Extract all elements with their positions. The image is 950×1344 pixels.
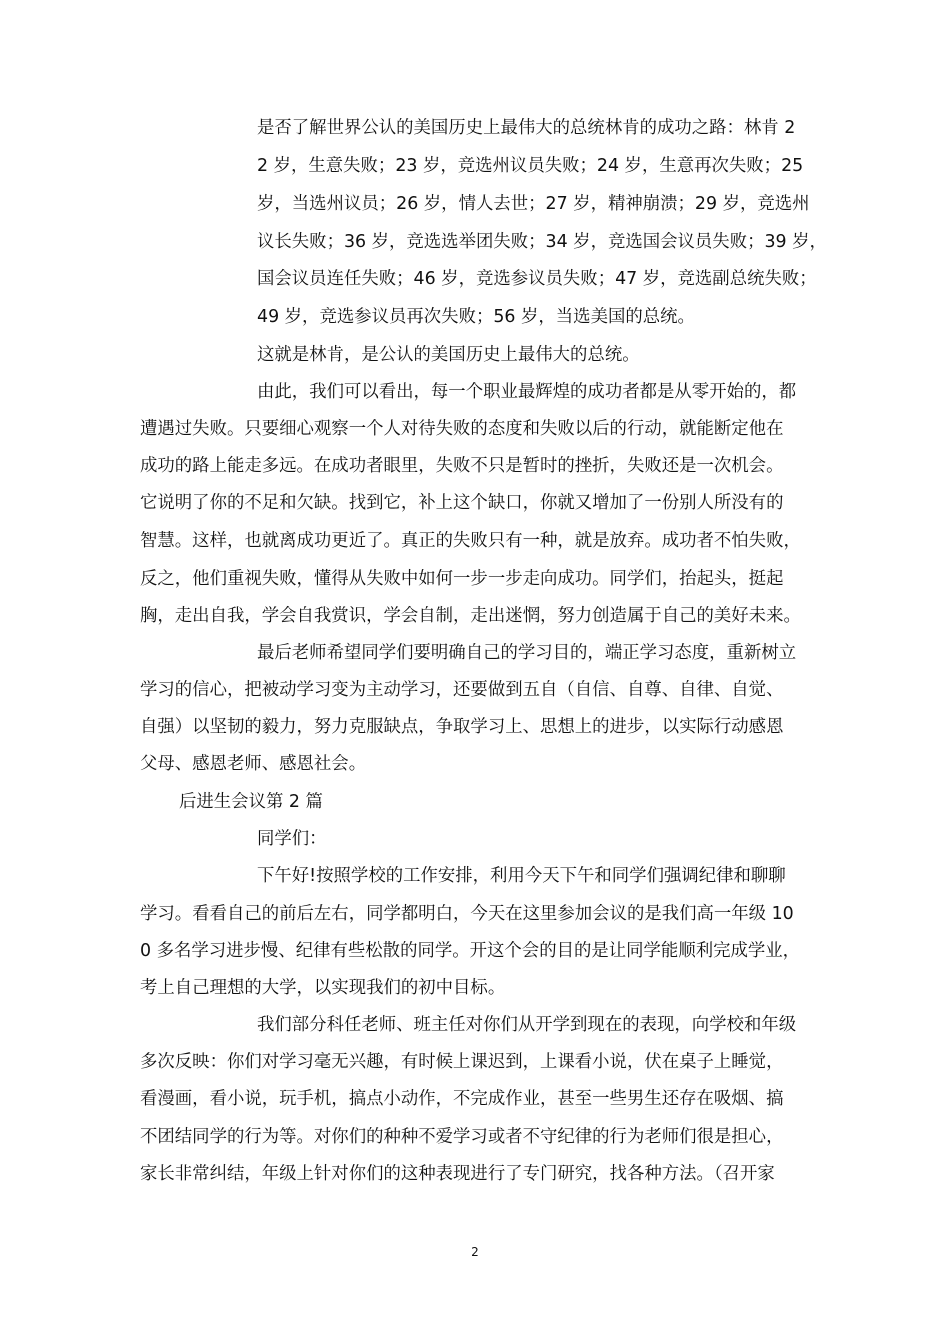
text-line: 胸，走出自我，学会自我赏识，学会自制，走出迷惘，努力创造属于自己的美好未来。 [140,606,801,626]
text-line: 2 岁，生意失败；23 岁，竞选州议员失败；24 岁，生意再次失败；25 [257,156,804,176]
text-line: 49 岁，竞选参议员再次失败；56 岁，当选美国的总统。 [257,307,695,327]
page-number: 2 [471,1245,479,1259]
section-heading: 后进生会议第 2 篇 [179,792,323,812]
text-line: 遭遇过失败。只要细心观察一个人对待失败的态度和失败以后的行动，就能断定他在 [140,419,784,439]
text-line: 看漫画，看小说，玩手机，搞点小动作，不完成作业，甚至一些男生还存在吸烟、搞 [140,1089,784,1109]
text-line: 父母、感恩老师、感恩社会。 [140,754,367,774]
text-line: 我们部分科任老师、班主任对你们从开学到现在的表现，向学校和年级 [257,1015,797,1035]
text-line: 智慧。这样，也就离成功更近了。真正的失败只有一种，就是放弃。成功者不怕失败， [140,531,801,551]
text-line: 考上自己理想的大学，以实现我们的初中目标。 [140,978,506,998]
text-line: 国会议员连任失败；46 岁，竞选参议员失败；47 岁，竞选副总统失败； [257,269,817,289]
text-line: 多次反映：你们对学习毫无兴趣，有时候上课迟到，上课看小说，伏在桌子上睡觉， [140,1052,784,1072]
text-line: 家长非常纠结，年级上针对你们的这种表现进行了专门研究，找各种方法。（召开家 [140,1164,775,1184]
text-line: 这就是林肯，是公认的美国历史上最伟大的总统。 [257,345,640,365]
text-line: 下午好!按照学校的工作安排，利用今天下午和同学们强调纪律和聊聊 [257,866,786,886]
text-line: 0 多名学习进步慢、纪律有些松散的同学。开这个会的目的是让同学能顺利完成学业， [140,941,801,961]
text-line: 学习的信心，把被动学习变为主动学习，还要做到五自（自信、自尊、自律、自觉、 [140,680,784,700]
text-line: 岁，当选州议员；26 岁，情人去世；27 岁，精神崩溃；29 岁，竞选州 [257,194,810,214]
text-line: 它说明了你的不足和欠缺。找到它，补上这个缺口，你就又增加了一份别人所没有的 [140,493,784,513]
text-line: 议长失败；36 岁，竞选选举团失败；34 岁，竞选国会议员失败；39 岁， [257,232,827,252]
text-line: 反之，他们重视失败，懂得从失败中如何一步一步走向成功。同学们，抬起头，挺起 [140,569,784,589]
text-line: 不团结同学的行为等。对你们的种种不爱学习或者不守纪律的行为老师们很是担心， [140,1127,784,1147]
text-line: 由此，我们可以看出，每一个职业最辉煌的成功者都是从零开始的，都 [257,382,797,402]
text-line: 学习。看看自己的前后左右，同学都明白，今天在这里参加会议的是我们高一年级 10 [140,904,794,924]
text-line: 自强）以坚韧的毅力，努力克服缺点，争取学习上、思想上的进步，以实际行动感恩 [140,717,784,737]
text-line: 是否了解世界公认的美国历史上最伟大的总统林肯的成功之路：林肯 2 [257,118,796,138]
greeting: 同学们： [257,829,327,849]
text-line: 最后老师希望同学们要明确自己的学习目的，端正学习态度，重新树立 [257,643,797,663]
text-line: 成功的路上能走多远。在成功者眼里，失败不只是暂时的挫折，失败还是一次机会。 [140,456,784,476]
